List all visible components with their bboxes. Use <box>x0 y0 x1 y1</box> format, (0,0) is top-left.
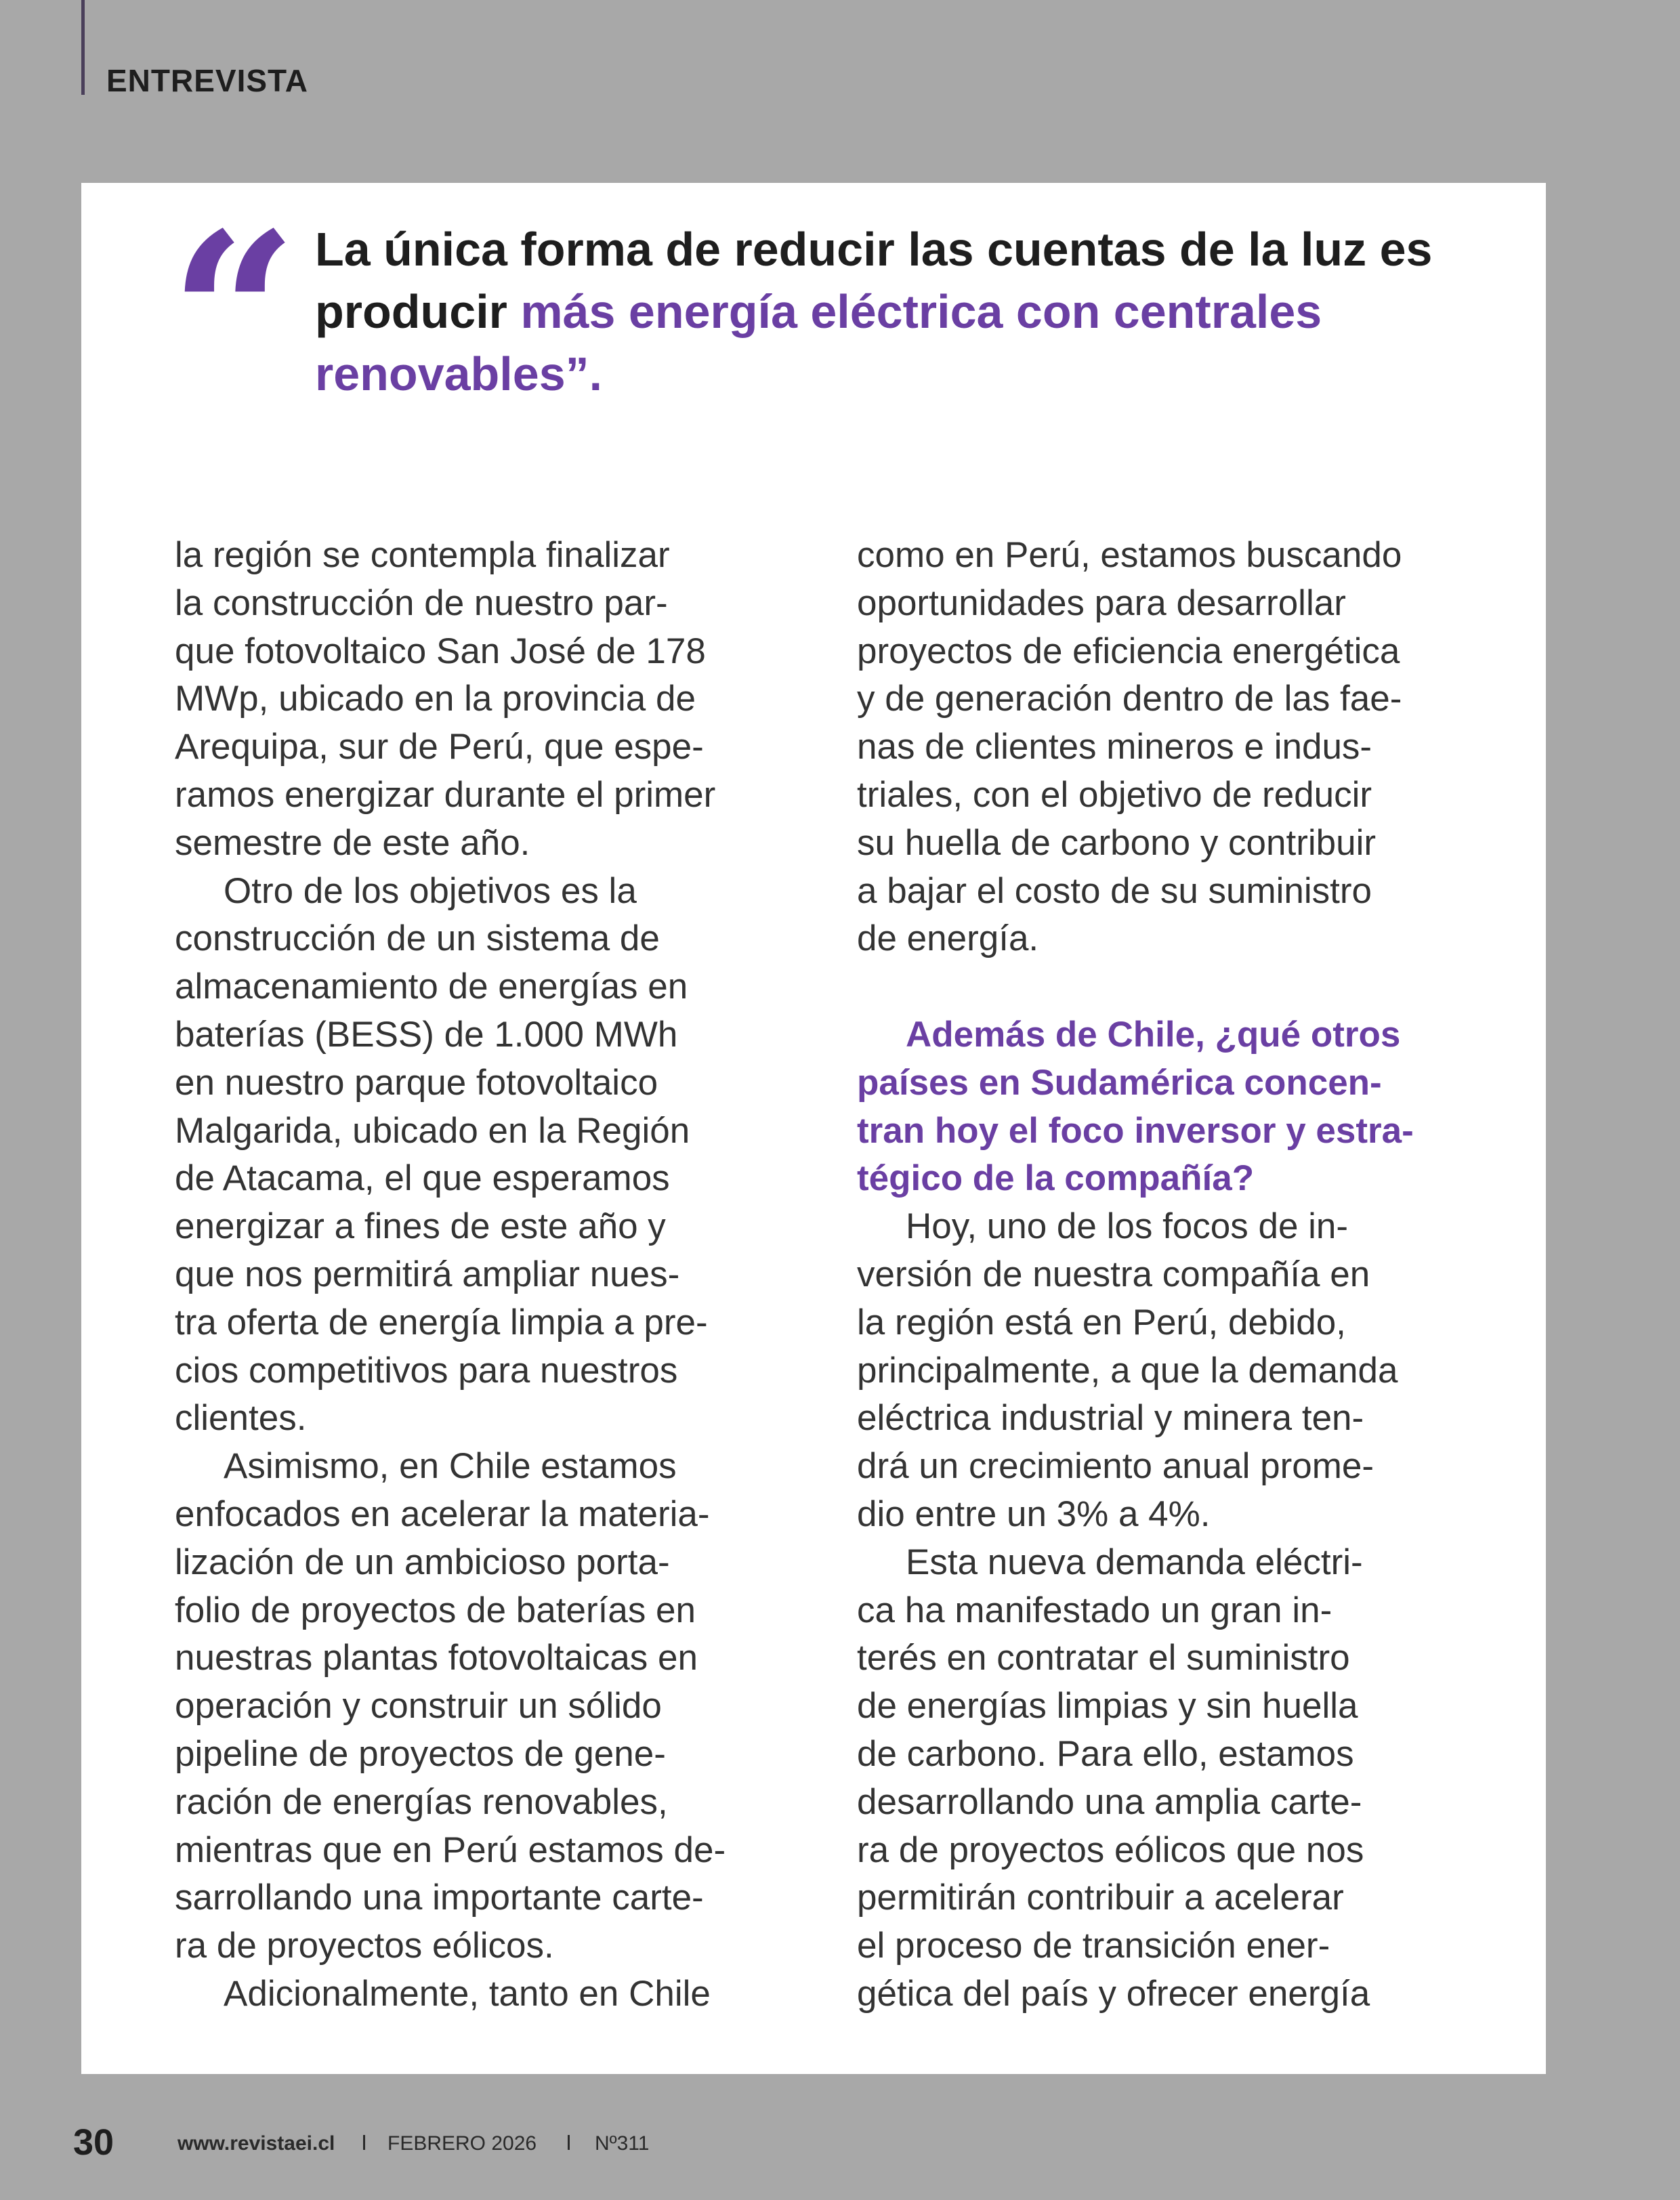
text-line: a bajar el costo de su suministro <box>857 870 1372 911</box>
text-line: almacenamiento de energías en <box>175 967 688 1007</box>
text-line: que nos permitirá ampliar nues- <box>175 1254 680 1294</box>
text-line: en nuestro parque fotovoltaico <box>175 1062 658 1103</box>
text-line: nuestras plantas fotovoltaicas en <box>175 1638 698 1678</box>
text-line: como en Perú, estamos buscando <box>857 535 1402 575</box>
header-accent-bar <box>81 0 85 95</box>
section-label: ENTREVISTA <box>106 63 308 98</box>
text-line: su huella de carbono y contribuir <box>857 822 1377 863</box>
left-column <box>175 532 726 2018</box>
text-line: cios competitivos para nuestros <box>175 1350 678 1391</box>
text-line: lización de un ambicioso porta- <box>175 1542 670 1582</box>
text-line: que fotovoltaico San José de 178 <box>175 631 706 671</box>
text-line: eléctrica industrial y minera ten- <box>857 1398 1364 1439</box>
text-line: ca ha manifestado un gran in- <box>857 1590 1332 1630</box>
text-line: terés en contratar el suministro <box>857 1638 1350 1678</box>
text-line: Asimismo, en Chile estamos <box>224 1446 677 1487</box>
text-line: permitirán contribuir a acelerar <box>857 1878 1344 1918</box>
text-line: clientes. <box>175 1398 307 1439</box>
quote-mark-icon: “ <box>169 184 298 446</box>
text-line: energizar a fines de este año y <box>175 1206 666 1247</box>
text-line: nas de clientes mineros e indus- <box>857 727 1372 767</box>
text-line: ramos energizar durante el primer <box>175 774 716 815</box>
footer-issue: Nº311 <box>595 2132 650 2155</box>
text-line: baterías (BESS) de 1.000 MWh <box>175 1014 678 1055</box>
text-line: la región está en Perú, debido, <box>857 1302 1346 1342</box>
text-line: de carbono. Para ello, estamos <box>857 1733 1354 1774</box>
text-line: folio de proyectos de baterías en <box>175 1590 696 1630</box>
text-line: el proceso de transición ener- <box>857 1926 1330 1966</box>
text-line: versión de nuestra compañía en <box>857 1254 1370 1294</box>
text-line: oportunidades para desarrollar <box>857 583 1346 623</box>
text-line: enfocados en acelerar la materia- <box>175 1494 710 1534</box>
question-line: tégico de la compañía? <box>857 1158 1255 1199</box>
text-line: Otro de los objetivos es la <box>224 870 637 911</box>
text-line: Arequipa, sur de Perú, que espe- <box>175 727 704 767</box>
text-line: Esta nueva demanda eléctri- <box>906 1542 1363 1582</box>
text-line: dio entre un 3% a 4%. <box>857 1494 1211 1534</box>
footer-date: FEBRERO 2026 <box>387 2132 537 2155</box>
question-line: Además de Chile, ¿qué otros <box>906 1014 1401 1055</box>
page-number: 30 <box>73 2122 114 2163</box>
text-line: tra oferta de energía limpia a pre- <box>175 1302 708 1342</box>
footer-url[interactable]: www.revistaei.cl <box>177 2132 335 2155</box>
footer-separator <box>568 2135 570 2150</box>
text-line: Hoy, uno de los focos de in- <box>906 1206 1349 1247</box>
right-column <box>857 532 1414 2018</box>
question-line: tran hoy el foco inversor y estra- <box>857 1110 1414 1151</box>
text-line: de energía. <box>857 918 1039 959</box>
text-line: de energías limpias y sin huella <box>857 1686 1358 1727</box>
text-line: semestre de este año. <box>175 822 530 863</box>
text-line: la región se contempla finalizar <box>175 535 670 575</box>
text-line: desarrollando una amplia carte- <box>857 1781 1362 1822</box>
text-line: construcción de un sistema de <box>175 918 660 959</box>
text-line: Malgarida, ubicado en la Región <box>175 1110 690 1151</box>
text-line: ra de proyectos eólicos que nos <box>857 1829 1364 1870</box>
paragraph-gap <box>857 963 1414 1011</box>
text-line: de Atacama, el que esperamos <box>175 1158 670 1199</box>
pull-quote <box>315 218 1467 405</box>
text-line: ración de energías renovables, <box>175 1781 668 1822</box>
pull-quote-highlight: más energía eléctrica con centrales renovables”. <box>315 285 1322 400</box>
text-line: ra de proyectos eólicos. <box>175 1926 554 1966</box>
text-line: sarrollando una importante carte- <box>175 1878 704 1918</box>
text-line: la construcción de nuestro par- <box>175 583 668 623</box>
text-line: triales, con el objetivo de reducir <box>857 774 1372 815</box>
question-line: países en Sudamérica concen- <box>857 1062 1382 1103</box>
text-line: proyectos de eficiencia energética <box>857 631 1400 671</box>
text-line: y de generación dentro de las fae- <box>857 679 1402 719</box>
text-line: principalmente, a que la demanda <box>857 1350 1398 1391</box>
text-line: mientras que en Perú estamos de- <box>175 1829 726 1870</box>
footer-separator <box>363 2135 365 2150</box>
pull-quote-text: La única forma de reducir las cuentas de la luz es producir <box>315 223 1433 338</box>
text-line: Adicionalmente, tanto en Chile <box>224 1973 711 2014</box>
text-line: gética del país y ofrecer energía <box>857 1973 1370 2014</box>
text-line: MWp, ubicado en la provincia de <box>175 679 696 719</box>
text-line: operación y construir un sólido <box>175 1686 662 1727</box>
text-line: pipeline de proyectos de gene- <box>175 1733 666 1774</box>
text-line: drá un crecimiento anual prome- <box>857 1446 1374 1487</box>
